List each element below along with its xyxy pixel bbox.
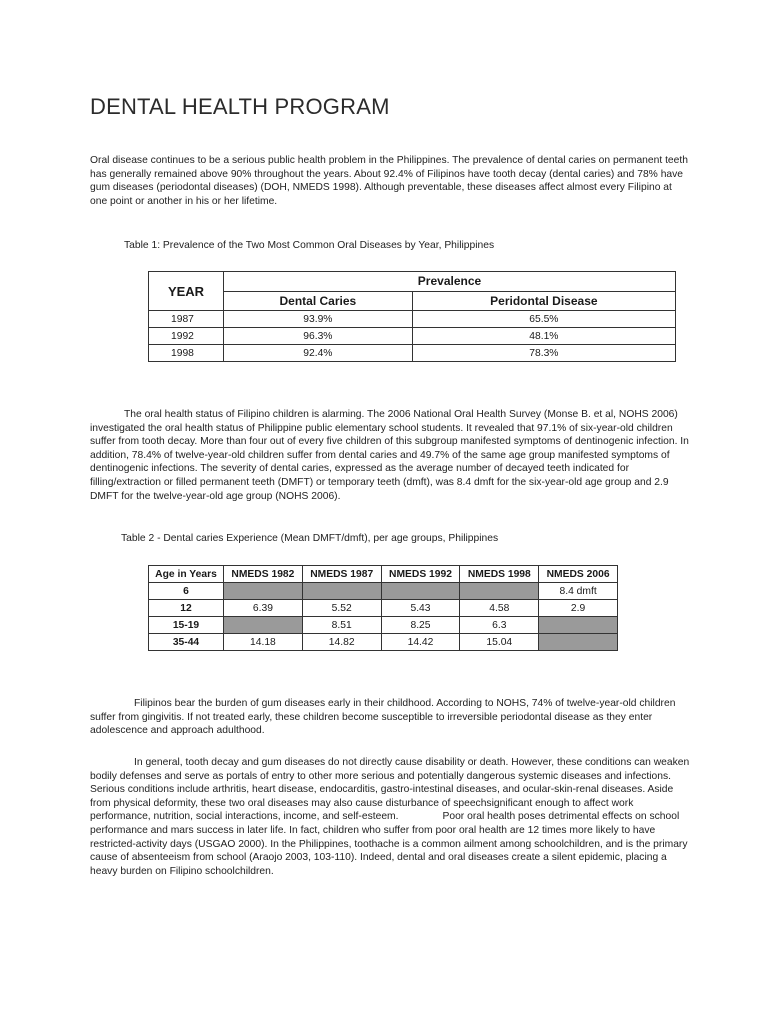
table1-perio-cell: 48.1% — [412, 328, 675, 345]
table2-age-cell: 15-19 — [149, 617, 224, 634]
table1-header-row — [149, 272, 676, 292]
table2-header-1992: NMEDS 1992 — [381, 566, 460, 583]
table1-perio-cell: 65.5% — [412, 311, 675, 328]
table2-value-cell: 14.18 — [224, 634, 303, 651]
page-title: DENTAL HEALTH PROGRAM — [90, 94, 390, 119]
table2-value-cell: 14.42 — [381, 634, 460, 651]
paragraph-text: Filipinos bear the burden of gum diseases early in their childhood. According to NOHS, 74% of twelve-year-old children suffer from gingivitis. If not treated early, these children become susceptible to irreversible periodontal disease as they enter adolescence and approach adulthood. — [90, 698, 676, 737]
table-row — [149, 311, 676, 328]
table-row — [149, 583, 618, 600]
effects-paragraph — [90, 756, 690, 878]
table1-col-perio: Peridontal Disease — [412, 291, 675, 311]
table2-header-age: Age in Years — [149, 566, 224, 583]
table1-year-cell: 1992 — [149, 328, 224, 345]
table2-header-1998: NMEDS 1998 — [460, 566, 539, 583]
table2-empty-cell — [460, 583, 539, 600]
table2-header-1982: NMEDS 1982 — [224, 566, 303, 583]
table2-empty-cell — [302, 583, 381, 600]
gum-disease-paragraph — [90, 697, 690, 738]
table2-age-cell: 35-44 — [149, 634, 224, 651]
table1-col-caries: Dental Caries — [224, 291, 413, 311]
table2-empty-cell — [381, 583, 460, 600]
table1-year-cell: 1998 — [149, 345, 224, 362]
table2-empty-cell — [539, 617, 618, 634]
table2-value-cell: 8.4 dmft — [539, 583, 618, 600]
table2-value-cell: 8.51 — [302, 617, 381, 634]
table2-header-row — [149, 566, 618, 583]
table-row — [149, 328, 676, 345]
table2-value-cell: 2.9 — [539, 600, 618, 617]
table2-age-cell: 6 — [149, 583, 224, 600]
table2-value-cell: 6.39 — [224, 600, 303, 617]
paragraph-text: Poor oral health poses detrimental effects on school performance and mars success in later life. In fact, children who suffer from poor oral health are 12 times more likely to have restricted-activity days (USGAO 2000). In the Philippines, toothache is a common ailment among schoolchildren, and is the primary cause of absenteeism from school (Araojo 2003, 103-110). Indeed, dental and oral diseases create a silent epidemic, placing a heavy burden on Filipino schoolchildren. — [90, 811, 688, 877]
table2-value-cell: 4.58 — [460, 600, 539, 617]
table2-empty-cell — [224, 583, 303, 600]
intro-paragraph: Oral disease continues to be a serious public health problem in the Philippines. The prevalence of dental caries on permanent teeth has generally remained above 90% throughout the years. About 92.4% of Filipinos have tooth decay (dental caries) and 78% have gum diseases (periodontal diseases) (DOH, NMEDS 1998). Although preventable, these diseases affect almost every Filipino at one point or another in his or her lifetime. — [90, 155, 688, 207]
paragraph-text: The oral health status of Filipino children is alarming. The 2006 National Oral Health Survey (Monse B. et al, NOHS 2006) investigated the oral health status of Philippine public elementary school students. It revealed that 97.1% of six-year-old children suffer from tooth decay. More than four out of every five children of this subgroup manifested symptoms of dentinogenic infection. In addition, 78.4% of twelve-year-old children suffer from dental caries and 49.7% of the same age group manifested symptoms of dentinogenic infections. The severity of dental caries, expressed as the average number of decayed teeth indicated for filling/extraction or filled permanent teeth (DMFT) or temporary teeth (dmft), was 8.4 dmft for the six-year-old age group and 2.9 DMFT for the twelve-year-old age group (NOHS 2006). — [90, 409, 689, 502]
table-row — [149, 634, 618, 651]
table1-subheader-row — [149, 291, 676, 311]
table2-age-cell: 12 — [149, 600, 224, 617]
table2-header-1987: NMEDS 1987 — [302, 566, 381, 583]
table2-value-cell: 15.04 — [460, 634, 539, 651]
table1-caries-cell: 96.3% — [224, 328, 413, 345]
table-row — [149, 617, 618, 634]
table1-perio-cell: 78.3% — [412, 345, 675, 362]
table2-caption: Table 2 - Dental caries Experience (Mean DMFT/dmft), per age groups, Philippines — [121, 533, 499, 544]
table1-caries-cell: 92.4% — [224, 345, 413, 362]
paragraph-text: In general, tooth decay and gum diseases do not directly cause disability or death. However, these conditions can weaken bodily defenses and serve as portals of entry to other more serious and potentially dangerous systemic diseases and infections. Serious conditions include arthritis, heart disease, endocarditis, gastro-intestinal diseases, and ocular-skin-renal diseases. Aside from physical deformity, these two oral diseases may also cause disturbance of speechsignificant enough to affect work performance, nutrition, social interactions, income, and self-esteem. — [90, 757, 690, 823]
table-row — [149, 600, 618, 617]
table2-value-cell: 5.43 — [381, 600, 460, 617]
table1-year-header: YEAR — [149, 272, 224, 311]
table2-header-2006: NMEDS 2006 — [539, 566, 618, 583]
table-row — [149, 345, 676, 362]
table1-caption: Table 1: Prevalence of the Two Most Common Oral Diseases by Year, Philippines — [124, 240, 495, 251]
dmft-table — [148, 565, 618, 651]
table1-group-header: Prevalence — [224, 272, 676, 292]
table2-value-cell: 8.25 — [381, 617, 460, 634]
children-health-paragraph — [90, 408, 690, 503]
prevalence-table — [148, 271, 676, 362]
table2-empty-cell — [224, 617, 303, 634]
table1-caries-cell: 93.9% — [224, 311, 413, 328]
table2-value-cell: 14.82 — [302, 634, 381, 651]
table2-empty-cell — [539, 634, 618, 651]
table2-value-cell: 5.52 — [302, 600, 381, 617]
table2-value-cell: 6.3 — [460, 617, 539, 634]
table1-year-cell: 1987 — [149, 311, 224, 328]
